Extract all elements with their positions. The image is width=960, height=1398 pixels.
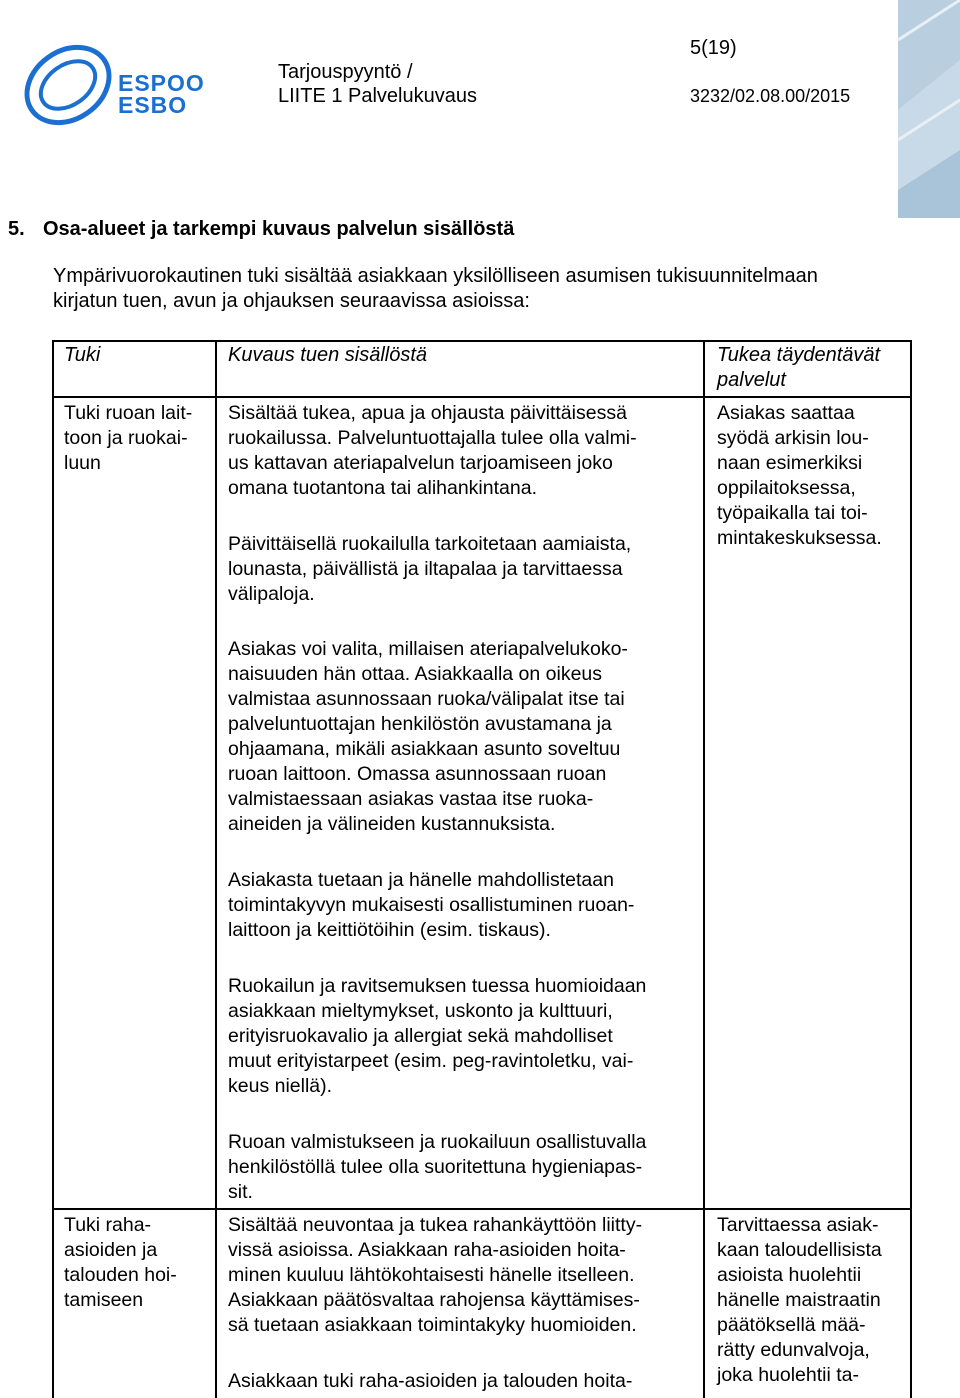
text-line: Asiakkaan päätösvaltaa rahojensa käyttämises- [228,1289,640,1311]
text-line: luun [64,452,101,474]
text-line: asioista huolehtii [717,1264,862,1286]
column-header-description: Kuvaus tuen sisällöstä [228,344,428,366]
intro-line: kirjatun tuen, avun ja ohjauksen seuraavissa asioissa: [53,290,530,312]
table-rule [52,340,912,342]
text-line: tamiseen [64,1289,144,1311]
text-line: aineiden ja välineiden kustannuksista. [228,813,556,835]
text-line: sit. [228,1181,253,1203]
logo-swirl-icon [20,30,120,140]
text-line: talouden hoi- [64,1264,177,1286]
text-line: syödä arkisin lou- [717,427,869,449]
text-line: oppilaitoksessa, [717,477,856,499]
row2-extra [717,1213,882,1388]
text-line: sä tuetaan asiakkaan toimintakyky huomioiden. [228,1314,637,1336]
text-line: lounasta, päivällistä ja iltapalaa ja tarvittaessa [228,558,623,580]
decorative-pattern-icon [898,0,960,218]
column-header-line: Tukea täydentävät [717,344,881,366]
text-line: joka huolehtii ta- [717,1364,860,1386]
text-line: laittoon ja keittiötöihin (esim. tiskaus). [228,919,551,941]
row1-description-p2 [228,532,631,607]
table-rule [52,340,54,1398]
text-line: henkilöstöllä tulee olla suoritettuna hygieniapas- [228,1156,643,1178]
row1-support [64,401,192,476]
text-line: Tarvittaessa asiak- [717,1214,879,1236]
doc-title-line2: LIITE 1 Palvelukuvaus [278,85,477,107]
text-line: vissä asioissa. Asiakkaan raha-asioiden hoita- [228,1239,626,1261]
intro-line: Ympärivuorokautinen tuki sisältää asiakkaan yksilölliseen asumisen tukisuunnitelmaan [53,265,818,287]
text-line: valmistaessaan asiakas vastaa itse ruoka- [228,788,594,810]
text-line: asioiden ja [64,1239,158,1261]
text-line: us kattavan ateriapalvelun tarjoamiseen joko [228,452,613,474]
column-header-support: Tuki [64,344,101,366]
text-line: muut erityistarpeet (esim. peg-ravintoletku, vai- [228,1050,634,1072]
table-rule [52,396,912,398]
row1-description [228,401,637,501]
text-line: ruokailussa. Palveluntuottajalla tulee olla valmi- [228,427,637,449]
column-header-line: palvelut [717,369,786,391]
text-line: mintakeskuksessa. [717,527,882,549]
text-line: omana tuotantona tai alihankintana. [228,477,537,499]
text-line: Tuki raha- [64,1214,152,1236]
row1-extra [717,401,882,551]
section-intro [53,264,913,314]
text-line: rätty edunvalvoja, [717,1339,870,1361]
text-line: asiakkaan mieltymykset, uskonto ja kulttuuri, [228,1000,613,1022]
row2-support [64,1213,177,1313]
logo-text-esbo: ESBO [118,92,188,118]
text-line: toon ja ruokai- [64,427,188,449]
text-line: minen kuuluu lähtökohtaisesti hänelle itselleen. [228,1264,635,1286]
text-line: Sisältää tukea, apua ja ohjausta päivittäisessä [228,402,627,424]
table-rule [52,1208,912,1210]
text-line: Päivittäisellä ruokailulla tarkoitetaan aamiaista, [228,533,632,555]
text-line: naisuuden hän ottaa. Asiakkaalla on oikeus [228,663,603,685]
section-number: 5. [8,218,25,240]
text-line: Asiakkaan tuki raha-asioiden ja talouden hoita- [228,1370,633,1392]
row1-description-p3 [228,637,628,837]
text-line: työpaikalla tai toi- [717,502,868,524]
text-line: keus niellä). [228,1075,333,1097]
row2-description [228,1213,642,1338]
table-rule [910,340,912,1398]
text-line: ohjaamana, mikäli asiakkaan asunto soveltuu [228,738,621,760]
row2-description-p2 [228,1369,632,1394]
text-line: erityisruokavalio ja allergiat sekä mahdolliset [228,1025,613,1047]
logo-text-espoo: ESPOO [118,70,205,96]
espoo-logo [20,30,220,140]
text-line: Ruoan valmistukseen ja ruokailuun osallistuvalla [228,1131,647,1153]
text-line: Asiakasta tuetaan ja hänelle mahdollistetaan [228,869,614,891]
text-line: toimintakyvyn mukaisesti osallistuminen ruoan- [228,894,635,916]
text-line: Asiakas saattaa [717,402,855,424]
row1-description-p5 [228,974,646,1099]
column-header-extra [717,343,880,393]
table-rule [703,340,705,1398]
text-line: välipaloja. [228,583,315,605]
text-line: ruoan laittoon. Omassa asunnossaan ruoan [228,763,607,785]
text-line: Asiakas voi valita, millaisen ateriapalvelukoko- [228,638,628,660]
doc-title-line1: Tarjouspyyntö / [278,61,413,83]
page-number: 5(19) [690,37,737,59]
row1-description-p6 [228,1130,646,1205]
doc-code: 3232/02.08.00/2015 [690,86,851,106]
table-rule [215,340,217,1398]
text-line: palveluntuottajan henkilöstön avustamana ja [228,713,612,735]
row1-description-p4 [228,868,634,943]
text-line: Sisältää neuvontaa ja tukea rahankäyttöön liitty- [228,1214,643,1236]
text-line: Tuki ruoan lait- [64,402,193,424]
text-line: hänelle maistraatin [717,1289,881,1311]
text-line: valmistaa asunnossaan ruoka/välipalat itse tai [228,688,625,710]
text-line: kaan taloudellisista [717,1239,882,1261]
decorative-side-band [898,0,960,218]
section-title: Osa-alueet ja tarkempi kuvaus palvelun sisällöstä [43,218,515,240]
paragraph [228,401,637,501]
text-line: naan esimerkiksi [717,452,863,474]
section-heading [8,218,514,241]
text-line: päätöksellä mää- [717,1314,866,1336]
text-line: Ruokailun ja ravitsemuksen tuessa huomioidaan [228,975,647,997]
